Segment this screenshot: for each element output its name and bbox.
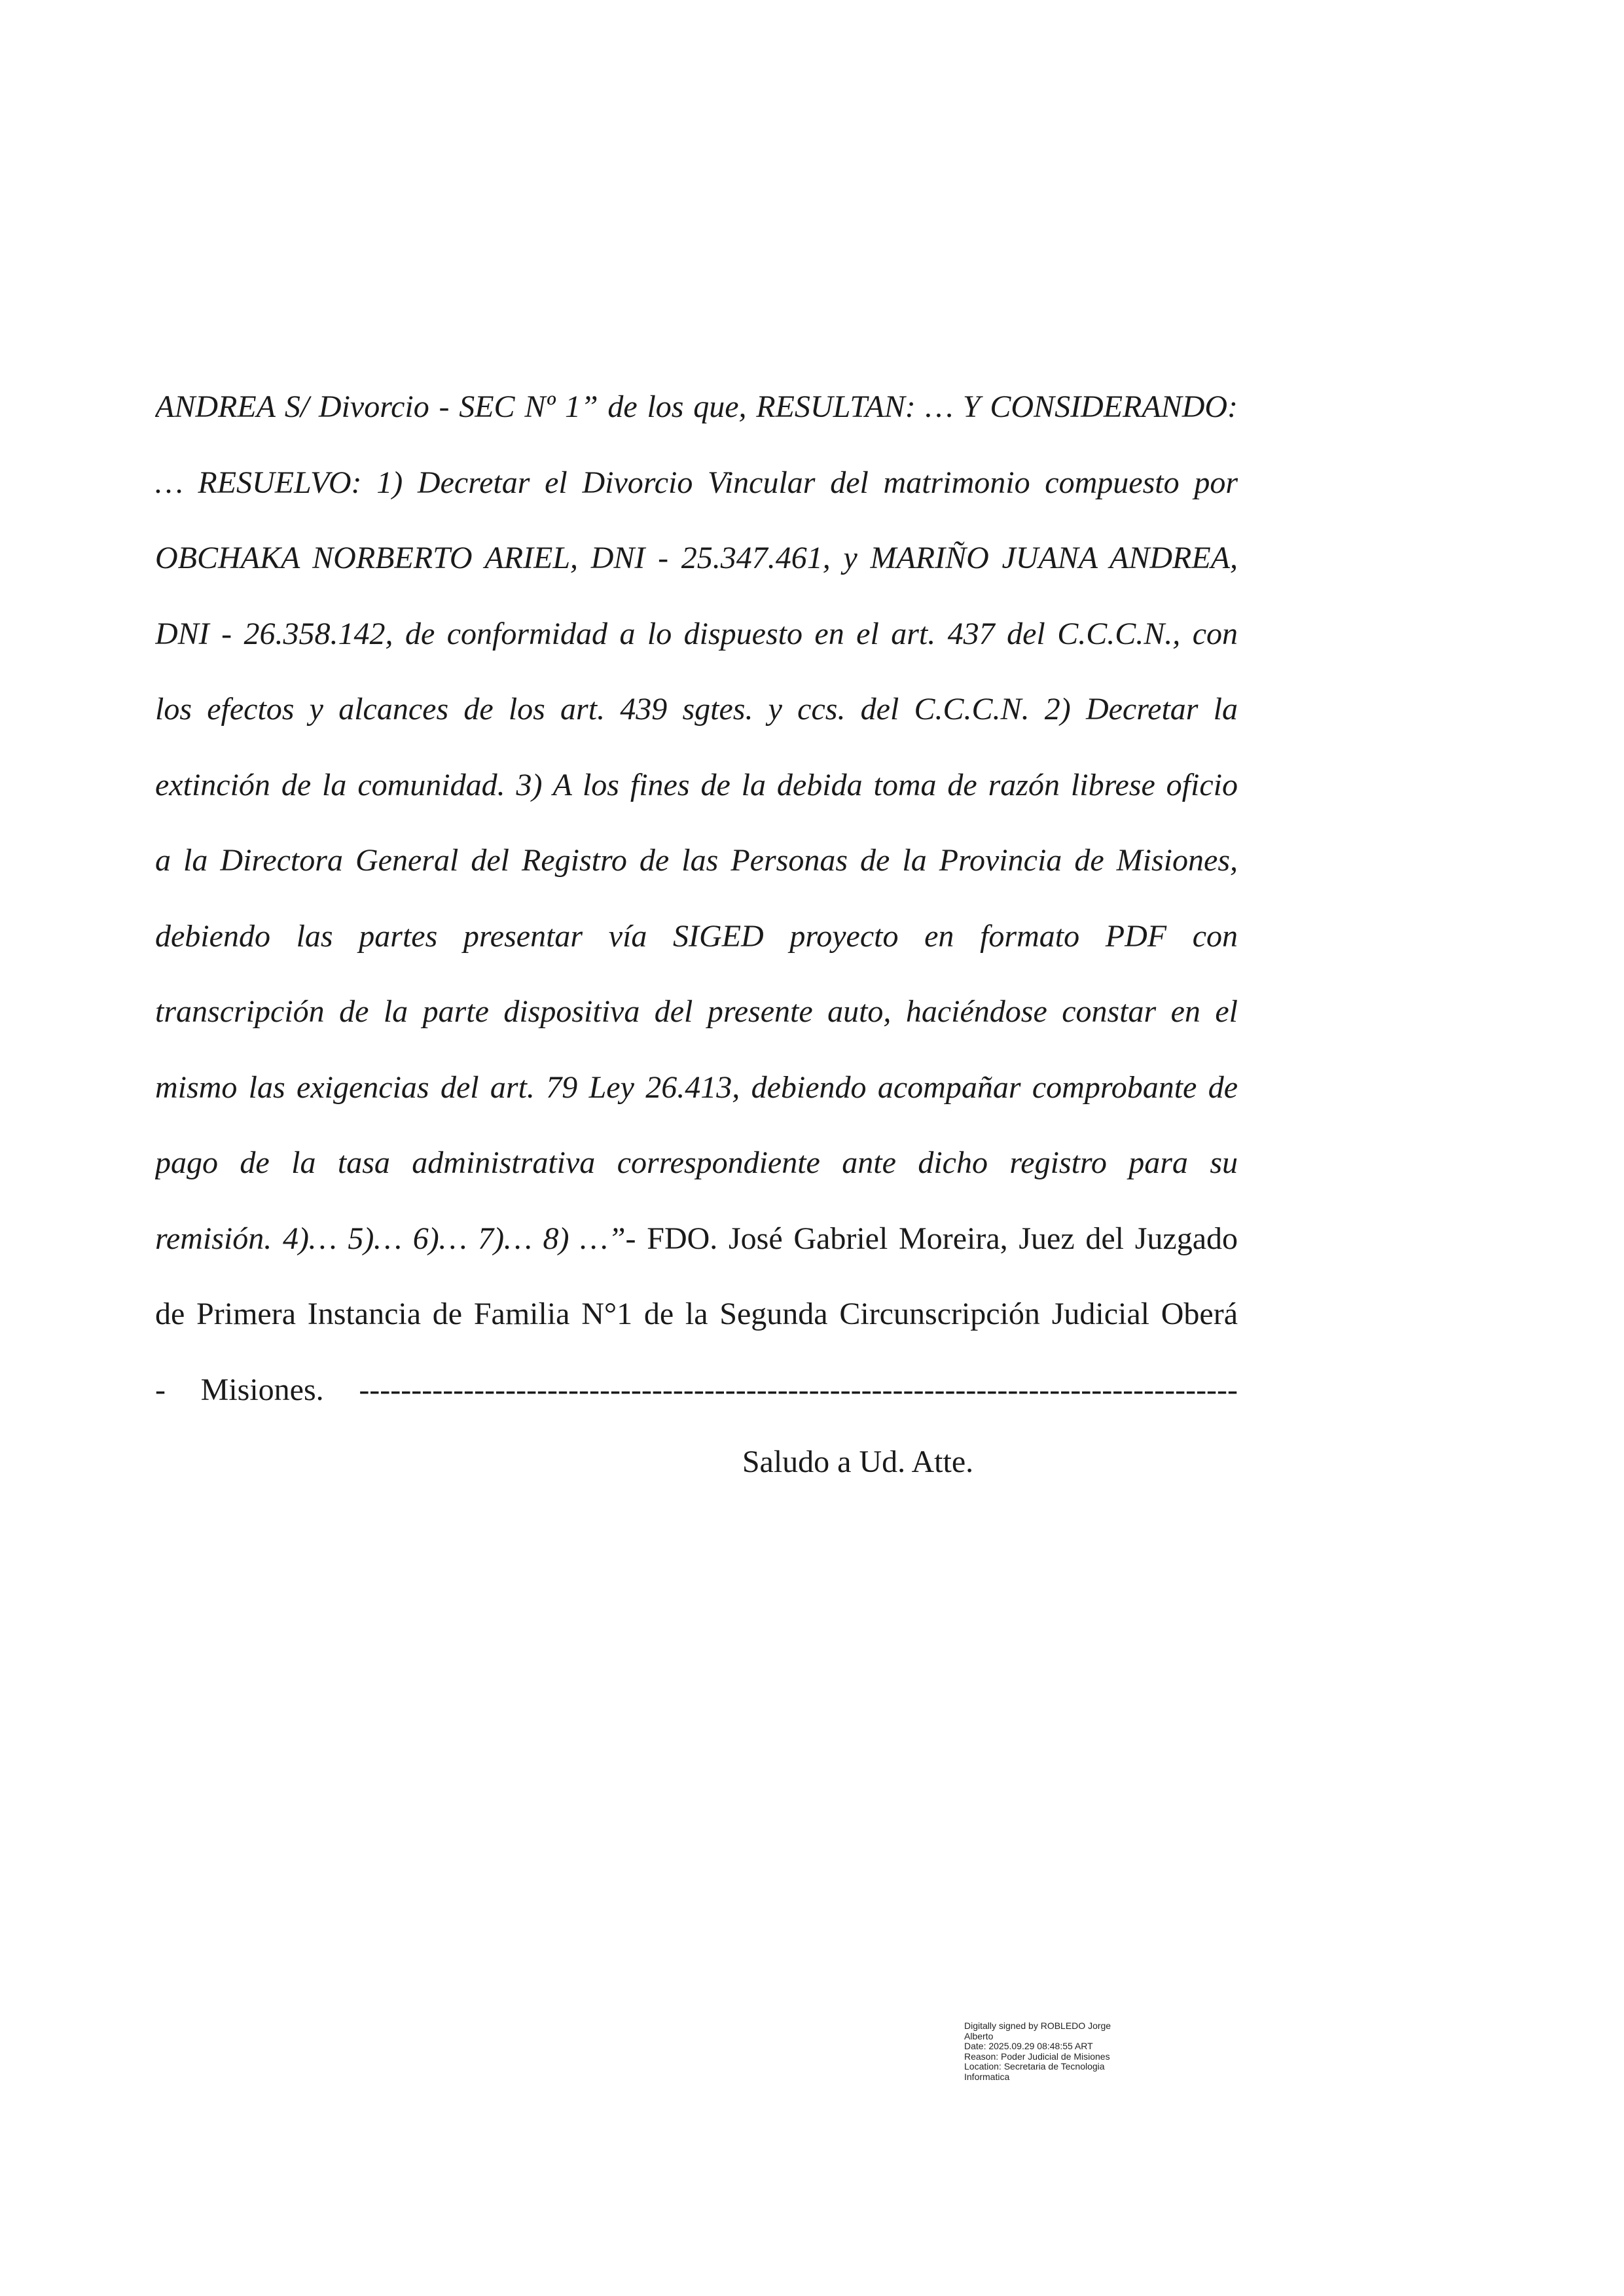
signature-line-1: Digitally signed by ROBLEDO Jorge bbox=[964, 2020, 1111, 2031]
signature-line-6: Informatica bbox=[964, 2071, 1010, 2082]
digital-signature-stamp bbox=[964, 2021, 1154, 2082]
body-line-11: pago de la tasa administrativa correspondiente ante dicho registro para su bbox=[155, 1145, 1238, 1180]
body-line-10: mismo las exigencias del art. 79 Ley 26.413, debiendo acompañar comprobante de bbox=[155, 1069, 1238, 1105]
resolution-text bbox=[155, 380, 1238, 1438]
signature-location: Location: Secretaria de Tecnologia bbox=[964, 2061, 1105, 2072]
body-line-4: DNI - 26.358.142, de conformidad a lo dispuesto en el art. 437 del C.C.C.N., con bbox=[155, 616, 1238, 651]
body-line-9: transcripción de la parte dispositiva del presente auto, haciéndose constar en el bbox=[155, 994, 1238, 1029]
body-line-14: - Misiones. ------------------------------------------------------------------------------------ bbox=[155, 1372, 1238, 1407]
signature-reason: Reason: Poder Judicial de Misiones bbox=[964, 2051, 1110, 2062]
signature-line-2: Alberto bbox=[964, 2030, 994, 2041]
quote-ending: remisión. 4)… 5)… 6)… 7)… 8) …” bbox=[155, 1221, 626, 1256]
body-line-7: a la Directora General del Registro de las Personas de la Provincia de Misiones, bbox=[155, 843, 1238, 878]
body-line-6: extinción de la comunidad. 3) A los fines de la debida toma de razón librese oficio bbox=[155, 767, 1238, 802]
closing-salutation: Saludo a Ud. Atte. bbox=[742, 1444, 974, 1479]
signed-by-judge: - FDO. José Gabriel Moreira, Juez del Juzgado bbox=[625, 1221, 1238, 1256]
body-line-5: los efectos y alcances de los art. 439 sgtes. y ccs. del C.C.C.N. 2) Decretar la bbox=[155, 692, 1238, 726]
body-line-8: debiendo las partes presentar vía SIGED proyecto en formato PDF con bbox=[155, 918, 1238, 954]
italic-lines-container bbox=[155, 380, 1238, 1211]
body-line-13: de Primera Instancia de Familia N°1 de la Segunda Circunscripción Judicial Oberá bbox=[155, 1297, 1238, 1331]
body-line-3: OBCHAKA NORBERTO ARIEL, DNI - 25.347.461, y MARIÑO JUANA ANDREA, bbox=[155, 541, 1238, 575]
body-line-2: … RESUELVO: 1) Decretar el Divorcio Vincular del matrimonio compuesto por bbox=[155, 465, 1238, 500]
body-line-1: ANDREA S/ Divorcio - SEC Nº 1” de los que, RESULTAN: … Y CONSIDERANDO: bbox=[155, 389, 1238, 424]
signature-date: Date: 2025.09.29 08:48:55 ART bbox=[964, 2041, 1093, 2051]
body-line-12 bbox=[155, 1211, 1238, 1287]
